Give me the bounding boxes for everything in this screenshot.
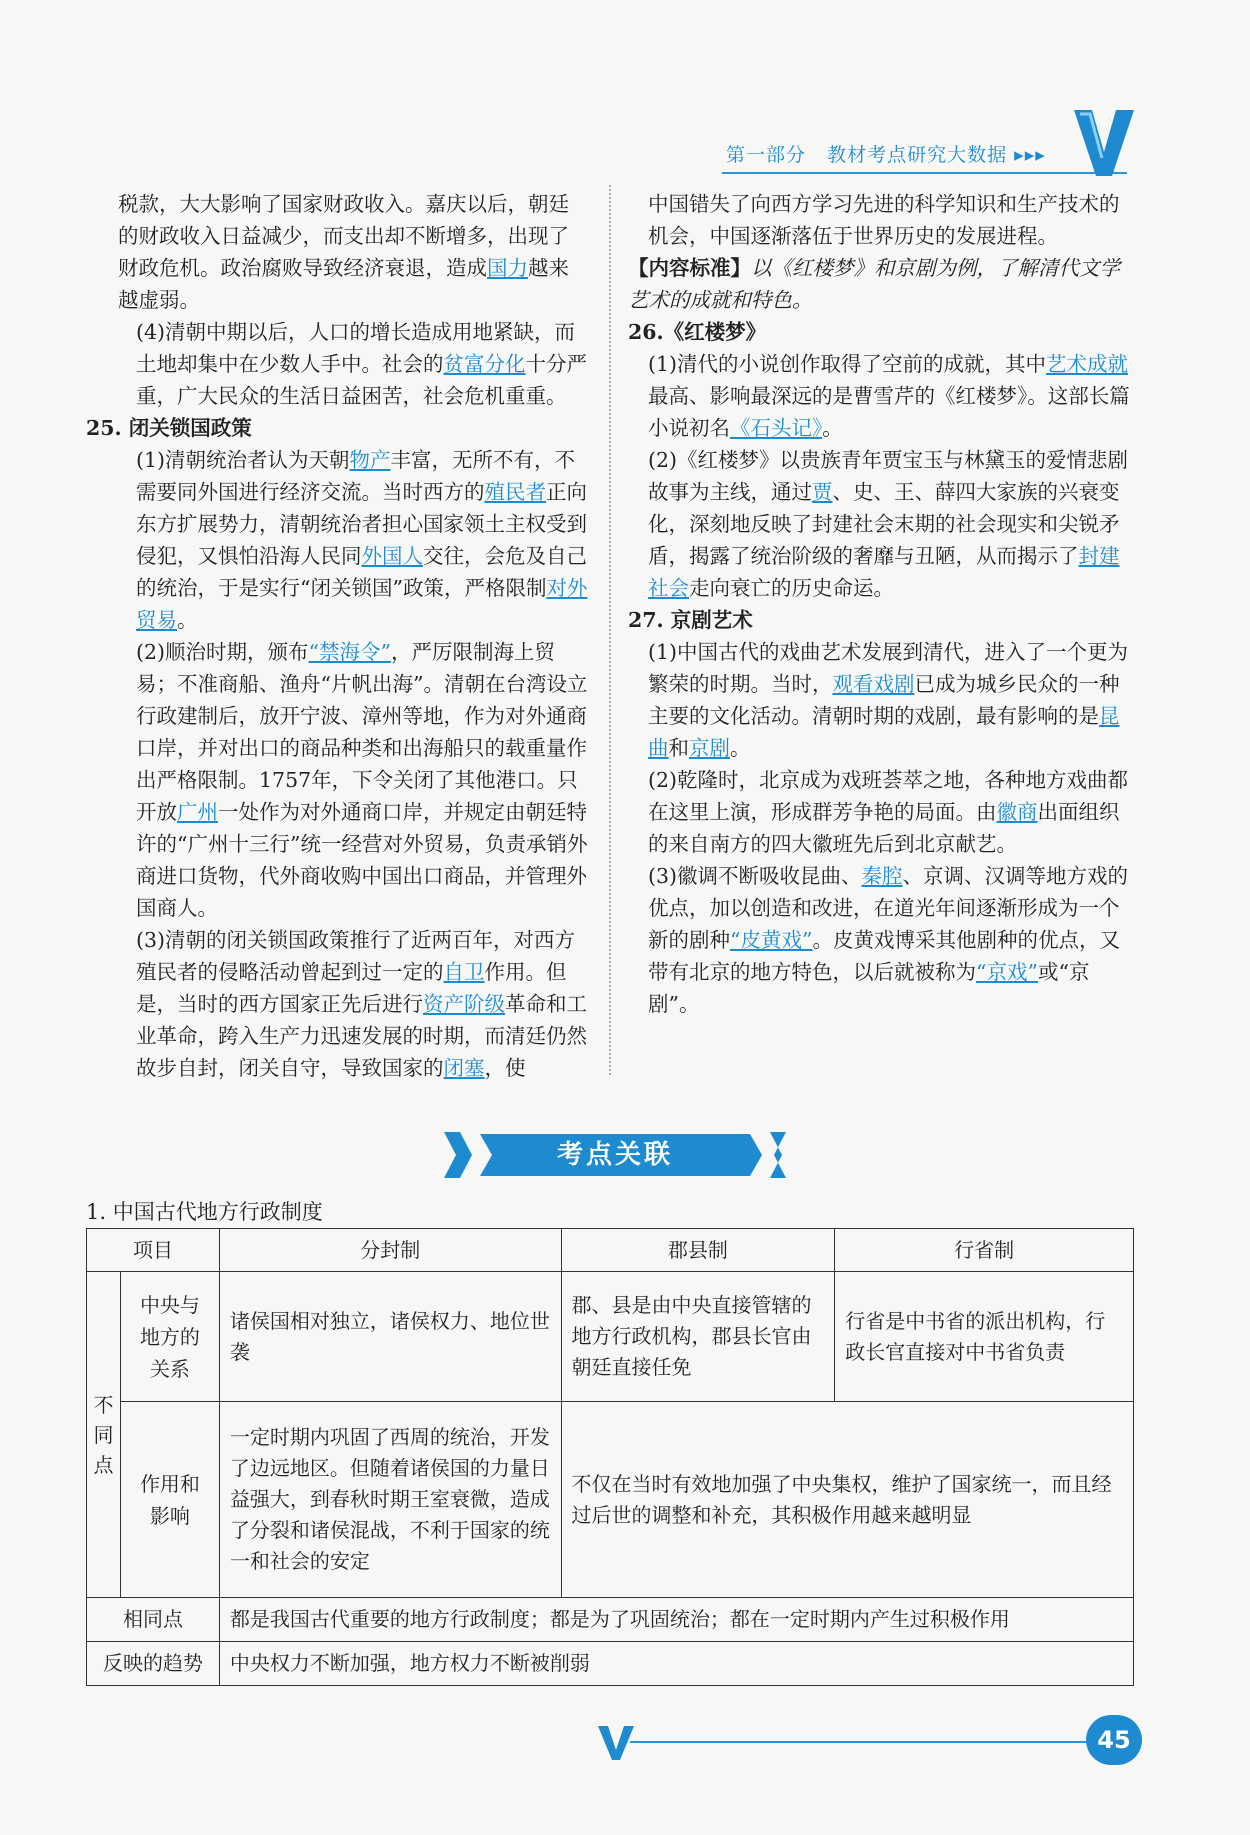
answer-blank: 徽商 [996, 800, 1038, 824]
table-cell: 一定时期内巩固了西周的统治，开发了边远地区。但随着诸侯国的力量日益强大，到春秋时期王室衰微，造成了分裂和诸侯混战，不利于国家的统一和社会的安定 [219, 1402, 561, 1598]
table-cell: 行省是中书省的派出机构，行政长官直接对中书省负责 [835, 1272, 1134, 1402]
answer-blank: 资产阶级 [423, 992, 505, 1016]
answer-blank: 物产 [349, 448, 391, 472]
table-cell: 都是我国古代重要的地方行政制度；都是为了巩固统治；都在一定时期内产生过积极作用 [219, 1598, 1133, 1642]
row-label-cell: 相同点 [87, 1598, 220, 1642]
page-number: 45 [1086, 1715, 1142, 1765]
answer-blank: 闭塞 [443, 1056, 485, 1080]
row-label-cell: 中央与地方的关系 [120, 1272, 219, 1402]
answer-blank: 广州 [177, 800, 218, 824]
answer-blank: “皮黄戏” [730, 928, 813, 952]
paragraph: (2)乾隆时，北京成为戏班荟萃之地，各种地方戏曲都在这里上演，形成群芳争艳的局面。由徽商出面组织的来自南方的四大徽班先后到北京献艺。 [648, 768, 1129, 856]
paragraph: (1)中国古代的戏曲艺术发展到清代，进入了一个更为繁荣的时期。当时，观看戏剧已成为城乡民众的一种主要的文化活动。清朝时期的戏剧，最有影响的是昆曲和京剧。 [648, 640, 1129, 760]
row-label-cell: 作用和影响 [120, 1402, 219, 1598]
footer-rule [630, 1741, 1086, 1743]
paragraph: (1)清朝统治者认为天朝物产丰富，无所不有，不需要同外国进行经济交流。当时西方的殖民者正向东方扩展势力，清朝统治者担心国家领土主权受到侵犯，又惧怕沿海人民同外国人交往，会危及自己的统治，于是实行“闭关锁国”政策，严格限制对外贸易。 [136, 448, 588, 632]
paragraph: 中国错失了向西方学习先进的科学知识和生产技术的机会，中国逐渐落伍于世界历史的发展进程。 [648, 192, 1120, 248]
content-standard: 【内容标准】以《红楼梦》和京剧为例，了解清代文学艺术的成就和特色。 [628, 256, 1120, 312]
row-label-cell: 反映的趋势 [87, 1642, 220, 1686]
header-cell: 项目 [87, 1229, 220, 1272]
paragraph: (4)清朝中期以后，人口的增长造成用地紧缺，而土地却集中在少数人手中。社会的贫富分化十分严重，广大民众的生活日益困苦，社会危机重重。 [136, 320, 587, 408]
answer-blank: 京剧 [689, 736, 730, 760]
brand-v-icon [1072, 108, 1136, 178]
paragraph: (1)清代的小说创作取得了空前的成就，其中艺术成就最高、影响最深远的是曹雪芹的《红楼梦》。这部长篇小说初名《石头记》。 [648, 352, 1130, 440]
admin-system-table [86, 1228, 1134, 1686]
paragraph: (2)《红楼梦》以贵族青年贾宝玉与林黛玉的爱情悲剧故事为主线，通过贾、史、王、薛四大家族的兴衰变化，深刻地反映了封建社会末期的社会现实和尖锐矛盾，揭露了统治阶级的奢靡与丑陋，从而揭示了封建社会走向衰亡的历史命运。 [648, 448, 1129, 600]
right-column [630, 188, 1132, 1020]
heading-27: 27. 京剧艺术 [628, 608, 753, 632]
table-row [87, 1642, 1134, 1686]
running-header [726, 140, 1046, 167]
table-row [87, 1229, 1134, 1272]
table-row [87, 1272, 1134, 1402]
table-cell: 不仅在当时有效地加强了中央集权，维护了国家统一，而且经过后世的调整和补充，其积极作用越来越明显 [561, 1402, 1133, 1598]
answer-blank: 自卫 [443, 960, 485, 984]
answer-blank: 观看戏剧 [832, 672, 915, 696]
answer-blank: 贫富分化 [443, 352, 526, 376]
answer-blank: 艺术成就 [1046, 352, 1129, 376]
header-cell: 分封制 [219, 1229, 561, 1272]
answer-blank: 《石头记》 [730, 416, 823, 440]
header-cell: 行省制 [835, 1229, 1134, 1272]
answer-blank: 秦腔 [861, 864, 903, 888]
table-cell: 诸侯国相对独立，诸侯权力、地位世袭 [219, 1272, 561, 1402]
left-column [86, 188, 588, 1084]
table-row [87, 1598, 1134, 1642]
answer-blank: 外国人 [361, 544, 423, 568]
table-cell: 郡、县是由中央直接管辖的地方行政机构，郡县长官由朝廷直接任免 [561, 1272, 835, 1402]
paragraph: (3)清朝的闭关锁国政策推行了近两百年，对西方殖民者的侵略活动曾起到过一定的自卫作用。但是，当时的西方国家正先后进行资产阶级革命和工业革命，跨入生产力迅速发展的时期，而清廷仍然故步自封，闭关自守，导致国家的闭塞，使 [136, 928, 587, 1080]
answer-blank: 殖民者 [484, 480, 546, 504]
table-row [87, 1402, 1134, 1598]
table-title: 1. 中国古代地方行政制度 [86, 1200, 323, 1224]
diff-label-cell: 不同点 [87, 1272, 121, 1598]
heading-25: 25. 闭关锁国政策 [86, 416, 252, 440]
section-subtitle: 教材考点研究大数据 ▸▸▸ [827, 144, 1046, 166]
answer-blank: 对外贸易 [136, 576, 588, 632]
header-cell: 郡县制 [561, 1229, 835, 1272]
answer-blank: 国力 [487, 256, 528, 280]
answer-blank: “京戏” [976, 960, 1038, 984]
section-banner [440, 1130, 790, 1180]
paragraph: (2)顺治时期，颁布“禁海令”，严厉限制海上贸易；不准商船、渔舟“片帆出海”。清朝在台湾设立行政建制后，放开宁波、漳州等地，作为对外通商口岸，并对出口的商品种类和出海船只的载重量作出严格限制。1757年，下令关闭了其他港口。只开放广州一处作为对外通商口岸，并规定由朝廷特许的“广州十三行”统一经营对外贸易，负责承销外商进口货物，代外商收购中国出口商品，并管理外国商人。 [136, 640, 588, 920]
answer-blank: 昆曲 [648, 704, 1120, 760]
banner-title: 考点关联 [556, 1140, 673, 1170]
heading-26: 26.《红楼梦》 [628, 320, 767, 344]
answer-blank: 封建社会 [648, 544, 1120, 600]
header-rule [722, 172, 1127, 174]
paragraph: (3)徽调不断吸收昆曲、秦腔、京调、汉调等地方戏的优点，加以创造和改进，在道光年间逐渐形成为一个新的剧种“皮黄戏”。皮黄戏博采其他剧种的优点，又带有北京的地方特色，以后就被称为“京戏”或“京剧”。 [648, 864, 1129, 1016]
table-cell: 中央权力不断加强，地方权力不断被削弱 [219, 1642, 1133, 1686]
column-divider [609, 185, 611, 1075]
paragraph: 税款，大大影响了国家财政收入。嘉庆以后，朝廷的财政收入日益减少，而支出却不断增多，出现了财政危机。政治腐败导致经济衰退，造成国力越来越虚弱。 [118, 192, 569, 312]
answer-blank: 贾 [812, 480, 833, 504]
answer-blank: “禁海令” [308, 640, 392, 664]
section-label: 第一部分 [726, 144, 807, 166]
